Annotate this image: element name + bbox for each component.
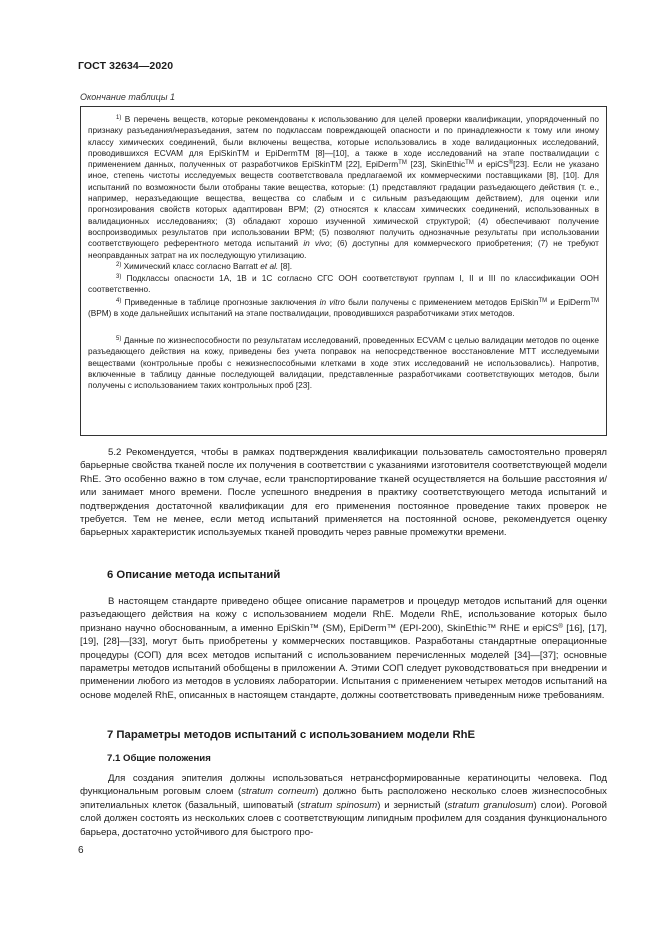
document-header: ГОСТ 32634—2020 [78, 60, 174, 72]
footnote-text: ; (6) доступны для коммерческого приобретения; (7) не требуют неоправданных затрат на их последующую утилизацию. [88, 238, 599, 260]
table-continuation-label: Окончание таблицы 1 [80, 92, 175, 102]
registered-mark: ® [558, 623, 563, 630]
registered-mark: ® [508, 160, 514, 167]
footnote-4 [88, 297, 599, 320]
footnote-1 [88, 114, 599, 261]
footnote-text: Подклассы опасности 1А, 1В и 1С согласно СГС ООН соответствуют группам I, II и III по классификации ООН соответственно. [88, 273, 599, 295]
italic-term: in vitro [319, 297, 345, 307]
paragraph-text: 5.2 Рекомендуется, чтобы в рамках подтверждения квалификации пользователь самостоятельно проверял барьерные свойства тканей после их получения в соответствии с указаниями изготовителя соответствующей модели RhE. Это особенно важно в том случае, если транспортирование тканей осуществляется на большие расстояния и/или занимает много времени. После успешного внедрения в практику соответствующего метода испытаний и подтверждения достаточной квалификации для его применения постоянное проведение таких проверок не требуется. Тем не менее, если метод испытаний применяется на постоянной основе, рекомендуется оценку барьерных характеристик используемых тканей проводить через равные промежутки времени. [80, 447, 607, 539]
paragraph-text: В настоящем стандарте приведено общее описание параметров и процедур методов испытаний для оценки разъедающего действия на кожу с использованием модели RhE. Модели RhE, использование которых было признано научно обоснованным, а именно EpiSkin™ (SM), EpiDerm™ (EPI-200), SkinEthic™ RHE и epiCS [80, 596, 607, 634]
italic-term: in vivo [303, 238, 330, 249]
paragraph-text: ) слои). Роговой слой должен состоять из нескольких слоев с соответствующим липидным профилем для создания функционального барьера, достаточно устойчивого для быстрого про- [80, 799, 607, 838]
section-7-heading: 7 Параметры методов испытаний с использованием модели RhE [107, 729, 476, 741]
footnote-text: Данные по жизнеспособности по результатам исследований, проведенных ECVAM с целью валидации методов по оценке разъедающего действия на кожу, приведены без учета поправок на непосредственное восстановление МТТ исследуемыми веществами (контрольные пробы с нежизнеспособными клетками в ходе этих исследований не использовались). Напротив, включенные в таблицу данные последующей валидации, представленные разработчиками соответствующих методов, были получены с использованием таких контрольных проб [23]. [88, 335, 599, 391]
footnote-text: [23], SkinEthic [406, 159, 466, 170]
footnote-text: были получены с применением методов EpiSkin [344, 297, 539, 307]
trademark-mark: TM [465, 160, 474, 167]
trademark-mark: TM [538, 298, 548, 304]
latin-term: stratum granulosum [447, 799, 534, 811]
footnote-3 [88, 273, 599, 296]
trademark-mark: TM [590, 298, 600, 304]
italic-term: et al. [260, 261, 279, 271]
footnote-marker: 1) [116, 115, 122, 121]
section-6-heading: 6 Описание метода испытаний [107, 569, 281, 581]
footnote-5 [88, 335, 599, 391]
footnote-text: В перечень веществ, которые рекомендованы к использованию для целей проверки квалификации, упорядоченный по признаку разъедания/неразъедания, затем по подклассам повреждающей опасности и по принадлежности к тому или иному классу химических соединений, были включены вещества, которые использовались в ходе валидационных исследований, проводившихся ECVAM для EpiSkinTM и EpiDermTM [8]—[10], а также в ходе исследований на этапе поствалидации с применением данных, полученных от разработчиков EpiSkinTM [22], EpiDerm [88, 114, 599, 170]
trademark-mark: TM [398, 160, 407, 167]
footnote-marker: 4) [116, 298, 122, 304]
table-footnotes-box [80, 106, 607, 436]
footnote-text: и epiCS [473, 159, 509, 170]
paragraph-5-2 [80, 446, 607, 540]
page-number: 6 [78, 845, 84, 856]
footnote-marker: 5) [116, 336, 122, 342]
footnote-text: Химический класс согласно Barratt [121, 261, 261, 271]
latin-term: stratum spinosum [300, 799, 378, 811]
footnote-text: [23]. Если не указано иное, степень чистоты исследуемых веществ соответствовала предлагаемой их коммерческими поставщиками [8], [10]. Для испытаний по возможности были отобраны такие вещества, которые: (1) представляют градации разъедающего действия (т. е., например, неразъедающие вещества, вещества со слабым и с сильным разъедающим действием), для оценки или прогнозирования свойств которых адаптирован ВРМ; (2) относятся к классам химических соединений, использованных в валидационных исследованиях; (3) обладают хорошо изученной химической структурой; (4) обеспечивают получение воспроизводимых результатов при использовании ВРМ; (5) позволяют получить однозначные результаты при использовании соответствующего референтного метода испытаний [88, 159, 600, 249]
footnote-2 [88, 261, 599, 272]
paragraph-text: ) и зернистый ( [377, 799, 448, 811]
footnote-marker: 2) [116, 262, 122, 268]
paragraph-text: Для создания эпителия должны использоваться нетрансформированные кератиноциты человека. Под функциональным роговым слоем ( [80, 773, 607, 798]
paragraph-text: [16], [17], [19], [28]—[33], могут быть приобретены у коммерческих поставщиков. Разработаны стандартные операционные процедуры (СОП) для всех методов испытаний с использованием перечисленных моделей [34]—[37]; основные параметры методов испытаний обобщены в приложении А. Этими СОП следует руководствоваться при внедрении и применении любого из методов в условиях лаборатории. Испытания с применением четырех методов испытаний на основе моделей RhE, описанных в настоящем стандарте, должны соответствовать приведенным ниже требованиям. [80, 622, 607, 701]
footnote-text: [8]. [278, 261, 293, 271]
footnote-text: (ВРМ) в ходе дальнейших испытаний на этапе поствалидации, проводившихся разработчиками этих методов. [88, 308, 515, 319]
subsection-7-1-heading: 7.1 Общие положения [107, 753, 211, 764]
footnote-marker: 3) [116, 274, 122, 280]
footnote-text: Приведенные в таблице прогнозные заключения [121, 297, 320, 307]
section-6-paragraph [80, 595, 607, 702]
footnote-text: и EpiDerm [547, 297, 591, 307]
latin-term: stratum corneum [241, 786, 316, 798]
section-7-1-paragraph [80, 772, 607, 839]
paragraph-text: ) должно быть расположено несколько слоев жизнеспособных эпителиальных клеток (базальный, шиповатый ( [80, 786, 607, 811]
